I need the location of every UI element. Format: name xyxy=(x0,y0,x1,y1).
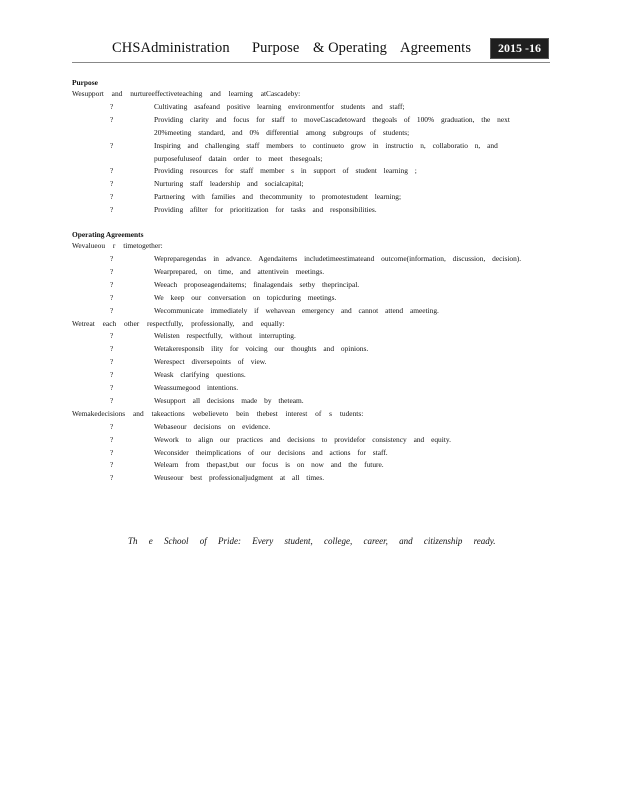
agreement-bullet xyxy=(72,382,542,395)
bullet-text: Providing clarity and focus for staff to moveCascadetoward thegoals of 100% graduation, the next 20%meeting standard, and 0% differential among subgroups of students; xyxy=(154,114,510,137)
bullet-text: Providing resources for staff member s in support of student learning ; xyxy=(154,166,417,176)
bullet-text: Wetakeresponsib ility for voicing our thoughts and opinions. xyxy=(154,344,369,354)
bullet-text: Werespect diversepoints of view. xyxy=(154,357,267,367)
school-motto: Th e School of Pride: Every student, college, career, and citizenship ready. xyxy=(128,536,496,546)
bullet-marker: ? xyxy=(110,266,114,276)
agreement-bullet xyxy=(72,447,542,460)
agreement-bullet xyxy=(72,395,542,408)
bullet-text: Nurturing staff leadership and socialcapital; xyxy=(154,179,304,189)
agreement-bullet xyxy=(72,305,542,318)
agreement-bullet xyxy=(72,343,542,356)
header-purpose: Purpose xyxy=(252,40,300,56)
agreement-bullet xyxy=(72,266,542,279)
purpose-bullet xyxy=(72,114,542,140)
bullet-text: Partnering with families and thecommunity to promotestudent learning; xyxy=(154,192,402,202)
purpose-heading: Purpose xyxy=(72,78,98,87)
year-badge: 2015 -16 xyxy=(490,38,549,59)
agreement-bullet xyxy=(72,369,542,382)
bullet-text: Weeach proposeagendaitems; finalagendais setby theprincipal. xyxy=(154,279,360,289)
agreement-bullet xyxy=(72,253,542,266)
purpose-list xyxy=(72,101,542,217)
bullet-marker: ? xyxy=(110,421,114,431)
bullet-marker: ? xyxy=(110,434,114,444)
bullet-marker: ? xyxy=(110,395,114,405)
operating-heading: Operating Agreements xyxy=(72,230,144,240)
agreement-group-lead: Wevalueou r timetogether: xyxy=(72,241,163,251)
bullet-text: Welearn from thepast,but our focus is on now and the future. xyxy=(154,460,384,470)
bullet-text: Cultivating asafeand positive learning environmentfor students and staff; xyxy=(154,101,405,111)
bullet-marker: ? xyxy=(110,357,114,367)
purpose-bullet xyxy=(72,178,542,191)
header-rule xyxy=(72,62,550,63)
bullet-text: Wepreparegendas in advance. Agendaitems includetimeestimateand outcome(information, discussion, decision). xyxy=(154,253,522,263)
agreement-bullet xyxy=(72,330,542,343)
bullet-text: Welisten respectfully, without interrupting. xyxy=(154,331,296,341)
agreement-group-lead: Wemakedecisions and takeactions webelieveto bein thebest interest of s tudents: xyxy=(72,408,364,418)
header-title: CHSAdministration xyxy=(112,40,230,56)
bullet-text: Inspiring and challenging staff members to continueto grow in instructio n, collaboratio n, and purposefuluseof datain order to meet thesegoals; xyxy=(154,140,498,163)
bullet-text: Wecommunicate immediately if wehavean emergency and cannot attend ameeting. xyxy=(154,305,439,315)
agreement-bullet xyxy=(72,434,542,447)
operating-groups xyxy=(72,240,542,485)
bullet-marker: ? xyxy=(110,473,114,483)
bullet-text: Weask clarifying questions. xyxy=(154,370,246,380)
bullet-marker: ? xyxy=(110,447,114,457)
bullet-marker: ? xyxy=(110,114,114,124)
header-agreements: Agreements xyxy=(400,40,472,56)
agreement-group-lead: Wetreat each other respectfully, professionally, and equally: xyxy=(72,318,285,328)
bullet-text: Weuseour best professionaljudgment at all times. xyxy=(154,473,325,483)
purpose-intro: Wesupport and nurtureeffectiveteaching and learning atCascadeby: xyxy=(72,89,301,98)
bullet-text: Providing afilter for prioritization for tasks and responsibilities. xyxy=(154,205,377,215)
agreement-bullet xyxy=(72,421,542,434)
bullet-marker: ? xyxy=(110,205,114,215)
bullet-text: Wework to align our practices and decisions to providefor consistency and equity. xyxy=(154,434,451,444)
bullet-text: Weassumegood intentions. xyxy=(154,383,239,393)
bullet-text: Webaseour decisions on evidence. xyxy=(154,421,271,431)
bullet-marker: ? xyxy=(110,292,114,302)
document-body xyxy=(72,78,542,485)
header-operating: & Operating xyxy=(313,40,387,56)
agreement-bullet xyxy=(72,459,542,472)
purpose-bullet xyxy=(72,101,542,114)
bullet-marker: ? xyxy=(110,179,114,189)
bullet-marker: ? xyxy=(110,344,114,354)
bullet-marker: ? xyxy=(110,370,114,380)
bullet-marker: ? xyxy=(110,279,114,289)
agreement-bullet xyxy=(72,472,542,485)
bullet-marker: ? xyxy=(110,383,114,393)
bullet-marker: ? xyxy=(110,166,114,176)
bullet-marker: ? xyxy=(110,331,114,341)
purpose-bullet xyxy=(72,140,542,166)
bullet-text: Wesupport all decisions made by theteam. xyxy=(154,395,304,405)
bullet-marker: ? xyxy=(110,253,114,263)
bullet-marker: ? xyxy=(110,305,114,315)
purpose-bullet xyxy=(72,204,542,217)
bullet-marker: ? xyxy=(110,192,114,202)
purpose-bullet xyxy=(72,191,542,204)
bullet-marker: ? xyxy=(110,140,114,150)
bullet-text: Weconsider theimplications of our decisions and actions for staff. xyxy=(154,447,388,457)
agreement-bullet xyxy=(72,356,542,369)
bullet-text: We keep our conversation on topicduring meetings. xyxy=(154,292,337,302)
bullet-marker: ? xyxy=(110,101,114,111)
bullet-text: Wearprepared, on time, and attentivein meetings. xyxy=(154,266,325,276)
agreement-bullet xyxy=(72,279,542,292)
agreement-bullet xyxy=(72,292,542,305)
page-header xyxy=(112,40,552,62)
purpose-bullet xyxy=(72,165,542,178)
bullet-marker: ? xyxy=(110,460,114,470)
